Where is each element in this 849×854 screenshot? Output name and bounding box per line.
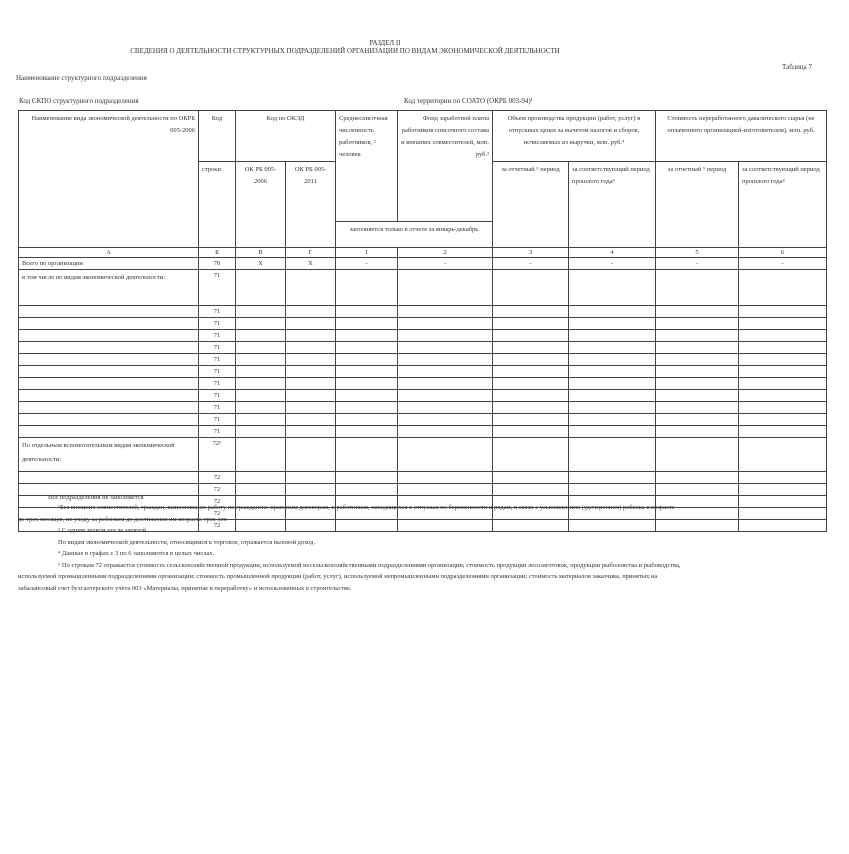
value-cell[interactable] (739, 484, 827, 496)
value-cell[interactable] (569, 402, 656, 414)
table-row (19, 402, 827, 414)
value-cell[interactable] (236, 438, 286, 472)
value-cell[interactable] (656, 330, 739, 342)
value-cell[interactable] (739, 318, 827, 330)
value-cell[interactable] (656, 378, 739, 390)
table-row (19, 258, 827, 270)
value-cell[interactable] (739, 390, 827, 402)
section-label: в том числе по видам экономической деятельности: (19, 270, 199, 306)
value-cell[interactable] (493, 330, 569, 342)
value-cell[interactable] (236, 484, 286, 496)
section-label: По отдельным вспомогательным видам экономической деятельности: (19, 438, 199, 472)
value-cell[interactable] (739, 306, 827, 318)
value-cell[interactable] (236, 306, 286, 318)
table-row (19, 426, 827, 438)
value-cell[interactable] (493, 390, 569, 402)
row-code: 72 (199, 496, 236, 508)
value-cell[interactable] (569, 366, 656, 378)
table-row (19, 354, 827, 366)
row-code: 71 (199, 306, 236, 318)
value-cell[interactable] (398, 414, 493, 426)
column-letter: 6 (739, 248, 827, 258)
value-cell[interactable] (336, 402, 398, 414)
value-cell[interactable] (656, 318, 739, 330)
value-cell[interactable] (286, 378, 336, 390)
row-code: 71 (199, 366, 236, 378)
value-cell[interactable] (569, 378, 656, 390)
value-cell[interactable] (398, 438, 493, 472)
oked-2011-cell: X (286, 258, 336, 270)
row-code: 70 (199, 258, 236, 270)
value-cell[interactable] (336, 318, 398, 330)
value-cell: - (493, 258, 569, 270)
table-note: Все подразделения не заполняется (48, 494, 144, 501)
soato-code-label: Код территории по СОАТО (ОКРБ 003-94)¹ (404, 97, 533, 105)
header-row: строки (199, 162, 236, 248)
footnote-5-cont: используемой промышленными подразделениями организации; стоимость промышленной продукции (работ, услуг), используемой непромышленными подразделениями организации; стоимость материалов заказчика, принятых на (18, 573, 658, 580)
row-code: 71 (199, 378, 236, 390)
value-cell[interactable] (236, 354, 286, 366)
activity-name-cell[interactable] (19, 366, 199, 378)
row-code: 71 (199, 342, 236, 354)
row-code: 72 (199, 508, 236, 520)
value-cell[interactable] (739, 472, 827, 484)
value-cell[interactable] (236, 330, 286, 342)
value-cell: - (398, 258, 493, 270)
table-row (19, 472, 827, 484)
value-cell[interactable] (739, 330, 827, 342)
value-cell[interactable] (286, 366, 336, 378)
value-cell[interactable] (656, 402, 739, 414)
header-ok-2006: ОК РБ 005-2006 (236, 162, 286, 248)
table-row (19, 306, 827, 318)
value-cell[interactable] (493, 426, 569, 438)
table-row (19, 438, 827, 472)
value-cell[interactable] (286, 438, 336, 472)
value-cell[interactable] (236, 426, 286, 438)
activity-name-cell[interactable] (19, 378, 199, 390)
header-volume-current: за отчетный ⁵ период (493, 162, 569, 248)
header-wage-fund: Фонд заработной платы работников списочного состава и внешних совместителей, млн. руб.³ (398, 111, 493, 222)
row-code: 71 (199, 414, 236, 426)
value-cell[interactable] (493, 342, 569, 354)
value-cell[interactable] (569, 306, 656, 318)
value-cell[interactable] (236, 318, 286, 330)
value-cell[interactable] (739, 378, 827, 390)
value-cell[interactable] (398, 270, 493, 306)
value-cell[interactable] (286, 390, 336, 402)
value-cell: - (739, 258, 827, 270)
value-cell[interactable] (286, 342, 336, 354)
value-cell[interactable] (493, 484, 569, 496)
value-cell[interactable] (236, 378, 286, 390)
value-cell[interactable] (398, 306, 493, 318)
value-cell[interactable] (336, 270, 398, 306)
value-cell[interactable] (739, 438, 827, 472)
value-cell[interactable] (569, 426, 656, 438)
activity-name-cell[interactable] (19, 472, 199, 484)
value-cell[interactable] (236, 472, 286, 484)
row-code: 71 (199, 270, 236, 306)
activity-name-cell[interactable] (19, 426, 199, 438)
value-cell[interactable] (398, 378, 493, 390)
row-code: 71 (199, 426, 236, 438)
value-cell[interactable] (336, 306, 398, 318)
row-code: 71 (199, 402, 236, 414)
value-cell[interactable] (236, 366, 286, 378)
row-code: 72 (199, 520, 236, 532)
skpd-code-label: Код СКПО структурного подразделения (19, 97, 139, 105)
value-cell[interactable] (286, 354, 336, 366)
header-raw-cost: Стоимость переработанного давальческого сырья (не оплаченного организацией-изготовителем), млн. руб. (656, 111, 827, 162)
value-cell[interactable] (656, 426, 739, 438)
activity-name-cell[interactable] (19, 414, 199, 426)
value-cell[interactable] (398, 426, 493, 438)
activity-table (18, 110, 827, 532)
activity-name-cell[interactable] (19, 354, 199, 366)
header-avg-staff: Среднесписочная численность работников, ² человек (336, 111, 398, 222)
value-cell[interactable] (236, 342, 286, 354)
value-cell[interactable] (236, 414, 286, 426)
section-subtitle: СВЕДЕНИЯ О ДЕЯТЕЛЬНОСТИ СТРУКТУРНЫХ ПОДРАЗДЕЛЕНИЙ ОРГАНИЗАЦИИ ПО ВИДАМ ЭКОНОМИЧЕСКОЙ ДЕЯТЕЛЬНОСТИ (130, 47, 560, 55)
value-cell[interactable] (569, 414, 656, 426)
value-cell[interactable] (656, 342, 739, 354)
unit-name-label: Наименование структурного подразделения (16, 74, 147, 82)
row-code: 72⁶ (199, 438, 236, 472)
value-cell[interactable] (656, 354, 739, 366)
value-cell: - (336, 258, 398, 270)
value-cell[interactable] (493, 354, 569, 366)
footnote-4: ⁴ Данные в графах с 3 по 6 заполняются в целых числах. (58, 550, 215, 557)
value-cell[interactable] (739, 426, 827, 438)
value-cell[interactable] (336, 378, 398, 390)
row-code: 72 (199, 484, 236, 496)
table-row (19, 414, 827, 426)
value-cell[interactable] (286, 318, 336, 330)
value-cell[interactable] (398, 318, 493, 330)
column-letter: Б (199, 248, 236, 258)
column-letter: В (236, 248, 286, 258)
footnote-5-cont2: забалансовый счет бухгалтерского учета 003 «Материалы, принятые в переработку» и использованных в строительстве. (18, 584, 352, 592)
value-cell[interactable] (286, 472, 336, 484)
value-cell: - (569, 258, 656, 270)
table-row (19, 378, 827, 390)
value-cell[interactable] (569, 330, 656, 342)
header-name: Наименование вида экономической деятельности по ОКРБ 005-2006 (19, 111, 199, 248)
value-cell[interactable] (493, 318, 569, 330)
value-cell[interactable] (493, 366, 569, 378)
footnote-3: По видам экономической деятельности, относящимся к торговле, отражается валовой доход. (58, 538, 316, 546)
value-cell[interactable] (336, 472, 398, 484)
table-row (19, 390, 827, 402)
header-cost-current: за отчетный ⁵ период (656, 162, 739, 248)
footnote-2: ² С одним знаком после запятой. (58, 527, 148, 534)
row-code: 71 (199, 390, 236, 402)
value-cell[interactable] (286, 402, 336, 414)
value-cell[interactable] (493, 402, 569, 414)
value-cell[interactable] (739, 270, 827, 306)
row-code: 71 (199, 318, 236, 330)
value-cell[interactable] (739, 402, 827, 414)
column-letter: 5 (656, 248, 739, 258)
value-cell[interactable] (569, 472, 656, 484)
activity-name-cell[interactable] (19, 306, 199, 318)
total-label: Всего по организации (19, 258, 199, 270)
row-code: 71 (199, 354, 236, 366)
value-cell[interactable] (569, 354, 656, 366)
value-cell[interactable] (493, 270, 569, 306)
header-cost-prev: за соответствующий период прошлого года⁵ (739, 162, 827, 248)
table-row (19, 342, 827, 354)
activity-name-cell[interactable] (19, 318, 199, 330)
value-cell[interactable] (398, 402, 493, 414)
value-cell[interactable] (493, 414, 569, 426)
value-cell[interactable] (336, 390, 398, 402)
column-letter: 3 (493, 248, 569, 258)
value-cell[interactable] (656, 414, 739, 426)
value-cell[interactable] (336, 426, 398, 438)
value-cell[interactable] (398, 366, 493, 378)
table-row (19, 318, 827, 330)
table-row (19, 248, 827, 258)
value-cell[interactable] (286, 414, 336, 426)
value-cell[interactable] (569, 390, 656, 402)
activity-name-cell[interactable] (19, 342, 199, 354)
table-number: Таблица 7 (782, 63, 812, 71)
value-cell[interactable] (656, 270, 739, 306)
value-cell[interactable] (286, 484, 336, 496)
value-cell[interactable] (336, 366, 398, 378)
footnotes (18, 502, 828, 594)
column-letter: А (19, 248, 199, 258)
section-title: РАЗДЕЛ II (369, 39, 401, 47)
value-cell[interactable] (286, 270, 336, 306)
footnote-1: ¹Без внешних совместителей, граждан, выполнявших работу по гражданско-правовым договорам, и работников, находящихся в отпусках по беременности и родам, в связи с усыновлением (удочерением) ребенка в возрасте (58, 504, 675, 511)
value-cell[interactable] (493, 472, 569, 484)
column-letter: Г (286, 248, 336, 258)
header-code: Код (199, 111, 236, 162)
value-cell[interactable] (739, 414, 827, 426)
value-cell[interactable] (398, 354, 493, 366)
value-cell[interactable] (336, 354, 398, 366)
footnote-1-cont: до трех месяцев, по уходу за ребенком до достижения им возраста трех лет. (18, 515, 228, 523)
value-cell[interactable] (739, 354, 827, 366)
value-cell[interactable] (493, 438, 569, 472)
value-cell[interactable] (236, 390, 286, 402)
column-letter: 1 (336, 248, 398, 258)
value-cell[interactable] (286, 330, 336, 342)
table-row (19, 270, 827, 306)
value-cell[interactable] (336, 484, 398, 496)
row-code: 71 (199, 330, 236, 342)
value-cell[interactable] (236, 402, 286, 414)
value-cell[interactable] (569, 438, 656, 472)
value-cell[interactable] (336, 342, 398, 354)
activity-name-cell[interactable] (19, 330, 199, 342)
value-cell[interactable] (569, 270, 656, 306)
value-cell: - (656, 258, 739, 270)
header-fill-note: заполняется только в отчете за январь-декабрь (336, 222, 493, 248)
value-cell[interactable] (493, 306, 569, 318)
value-cell[interactable] (656, 366, 739, 378)
value-cell[interactable] (398, 484, 493, 496)
value-cell[interactable] (398, 390, 493, 402)
value-cell[interactable] (286, 426, 336, 438)
value-cell[interactable] (569, 318, 656, 330)
value-cell[interactable] (398, 342, 493, 354)
value-cell[interactable] (236, 270, 286, 306)
header-ok-2011: ОК РБ 005-2011 (286, 162, 336, 248)
value-cell[interactable] (569, 342, 656, 354)
header-volume: Объем производства продукции (работ, услуг) в отпускных ценах за вычетом налогов и сборов, исчисляемых из выручки, млн. руб.⁴ (493, 111, 656, 162)
value-cell[interactable] (656, 484, 739, 496)
value-cell[interactable] (336, 414, 398, 426)
row-code: 72 (199, 472, 236, 484)
activity-name-cell[interactable] (19, 390, 199, 402)
value-cell[interactable] (739, 342, 827, 354)
table-row (19, 330, 827, 342)
value-cell[interactable] (493, 378, 569, 390)
value-cell[interactable] (398, 330, 493, 342)
value-cell[interactable] (656, 306, 739, 318)
value-cell[interactable] (398, 472, 493, 484)
table-row (19, 366, 827, 378)
value-cell[interactable] (656, 472, 739, 484)
column-letter: 2 (398, 248, 493, 258)
value-cell[interactable] (336, 438, 398, 472)
header-volume-prev: за соответствующий период прошлого года⁵ (569, 162, 656, 248)
header-oked: Код по ОКЭД (236, 111, 336, 162)
column-letter: 4 (569, 248, 656, 258)
value-cell[interactable] (569, 484, 656, 496)
value-cell[interactable] (286, 306, 336, 318)
footnote-5: ⁶ По строкам 72 отражается стоимость сельскохозяйственной продукции, используемой несельскохозяйственными подразделениями организации; стоимость продукции лесозаготовок, продукции рыболовства и рыбоводства, (58, 561, 681, 569)
activity-name-cell[interactable] (19, 402, 199, 414)
value-cell[interactable] (739, 366, 827, 378)
value-cell[interactable] (656, 390, 739, 402)
value-cell[interactable] (656, 438, 739, 472)
value-cell[interactable] (336, 330, 398, 342)
oked-2006-cell: X (236, 258, 286, 270)
